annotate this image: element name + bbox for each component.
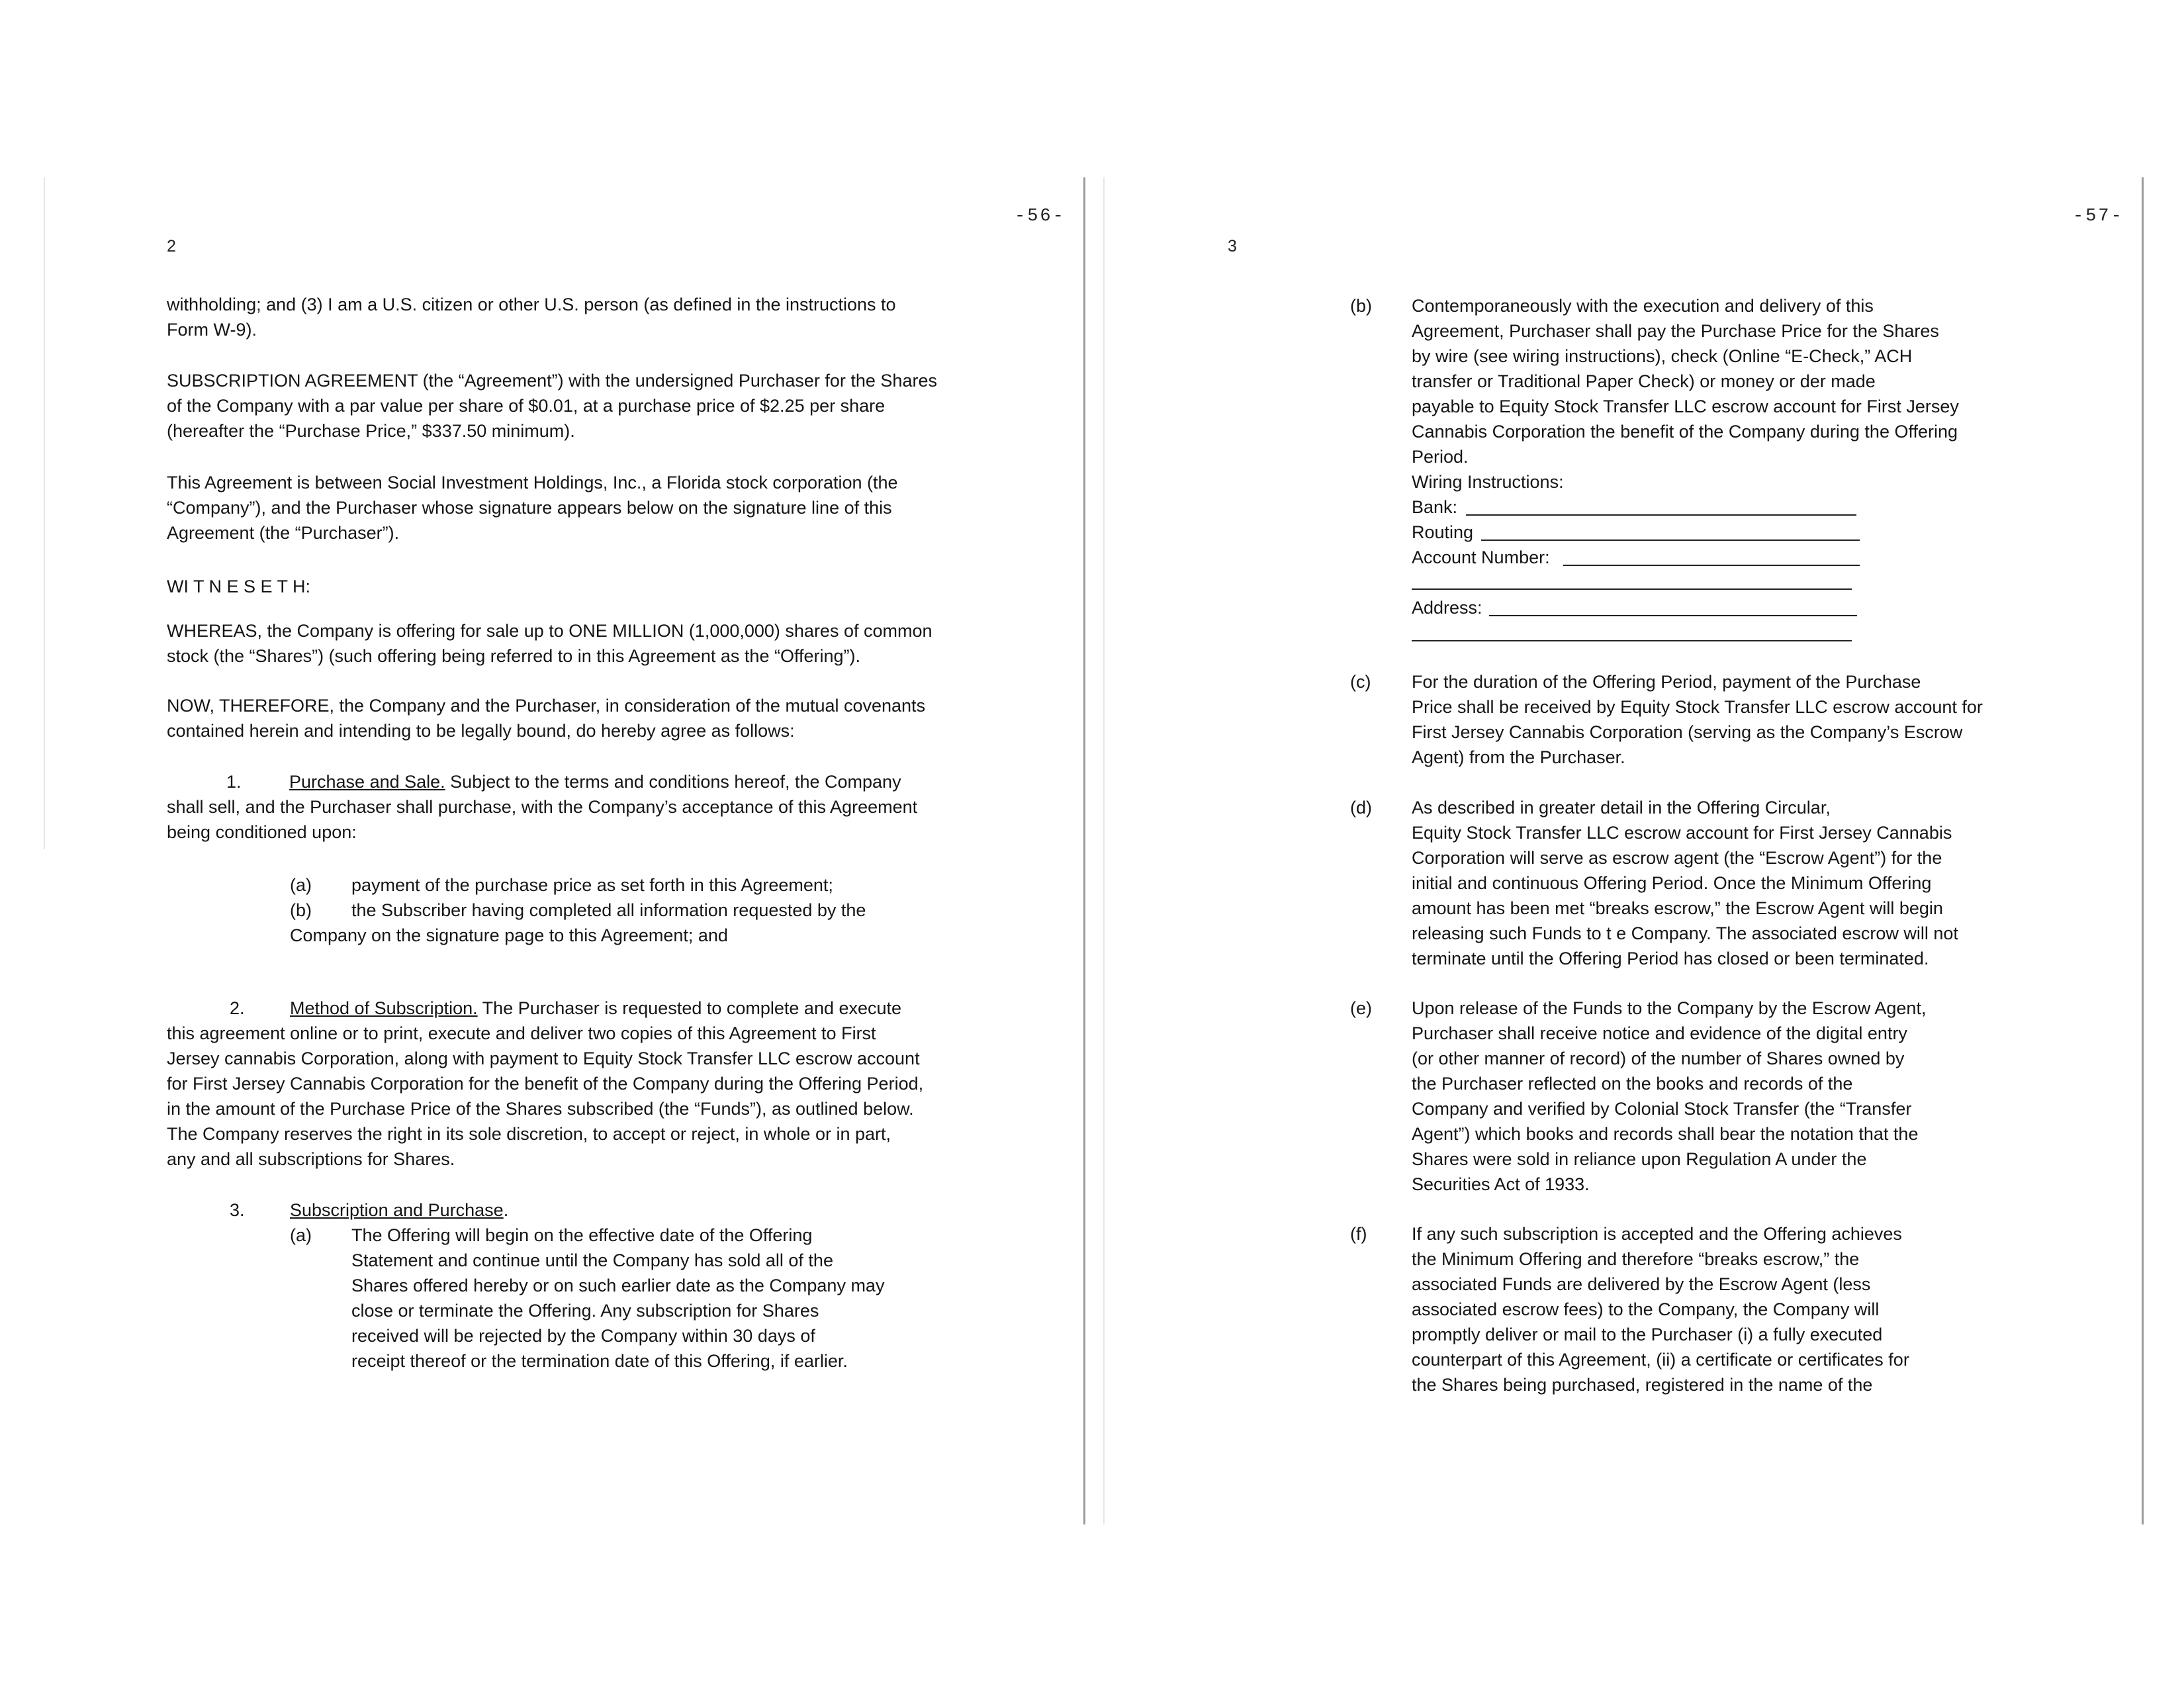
section-heading-line: [289, 770, 901, 795]
text-line: Agent) from the Purchaser.: [1412, 747, 1625, 767]
witnesseth-heading: WI T N E S E T H:: [167, 577, 311, 596]
text-line: Agreement, Purchaser shall pay the Purchase Price for the Shares: [1412, 321, 1939, 341]
text-line: close or terminate the Offering. Any subscription for Shares: [351, 1301, 819, 1321]
text-line: .: [503, 1200, 509, 1220]
text-line: Upon release of the Funds to the Company by the Escrow Agent,: [1412, 998, 1927, 1018]
list-label: (e): [1350, 998, 1372, 1018]
text-line: The Offering will begin on the effective date of the Offering: [351, 1225, 813, 1245]
text-line: (hereafter the “Purchase Price,” $337.50 minimum).: [167, 421, 575, 441]
text-line: for First Jersey Cannabis Corporation for the benefit of the Company during the Offering Period,: [167, 1074, 924, 1094]
text-line: Shares offered hereby or on such earlier date as the Company may: [351, 1276, 885, 1295]
text-line: Statement and continue until the Company has sold all of the: [351, 1250, 833, 1270]
text-line: payable to Equity Stock Transfer LLC escrow account for First Jersey: [1412, 397, 1959, 416]
list-label: (c): [1350, 672, 1371, 692]
text-line: Contemporaneously with the execution and delivery of this: [1412, 296, 1874, 316]
text-line: Equity Stock Transfer LLC escrow account for First Jersey Cannabis: [1412, 823, 1952, 843]
text-line: If any such subscription is accepted and the Offering achieves: [1412, 1224, 1902, 1244]
text-line: terminate until the Offering Period has closed or been terminated.: [1412, 949, 1929, 968]
text-line: this agreement online or to print, execute and deliver two copies of this Agreement to First: [167, 1023, 876, 1043]
section-heading: Method of Subscription.: [290, 998, 478, 1018]
text-line: withholding; and (3) I am a U.S. citizen or other U.S. person (as defined in the instructions to: [167, 295, 896, 314]
text-line: shall sell, and the Purchaser shall purchase, with the Company’s acceptance of this Agreement: [167, 797, 918, 817]
text-line: For the duration of the Offering Period, payment of the Purchase: [1412, 672, 1921, 692]
wiring-instructions-title: Wiring Instructions:: [1412, 472, 1564, 492]
routing-label: Routing: [1412, 522, 1474, 542]
text-line: First Jersey Cannabis Corporation (serving as the Company’s Escrow: [1412, 722, 1963, 742]
section-number: 3.: [230, 1200, 245, 1220]
text-line: received will be rejected by the Company within 30 days of: [351, 1326, 815, 1346]
text-line: the Minimum Offering and therefore “breaks escrow,” the: [1412, 1249, 1860, 1269]
text-line: Corporation will serve as escrow agent (the “Escrow Agent”) for the: [1412, 848, 1942, 868]
text-line: Price shall be received by Equity Stock Transfer LLC escrow account for: [1412, 697, 1983, 717]
text-line: NOW, THEREFORE, the Company and the Purchaser, in consideration of the mutual covenants: [167, 696, 926, 716]
bank-label: Bank:: [1412, 497, 1458, 517]
text-line: WHEREAS, the Company is offering for sale up to ONE MILLION (1,000,000) shares of common: [167, 621, 933, 641]
text-line: (or other manner of record) of the number of Shares owned by: [1412, 1049, 1905, 1068]
address-blank-line: [1489, 615, 1857, 616]
text-line: Agent”) which books and records shall bear the notation that the: [1412, 1124, 1919, 1144]
page-divider: [1083, 177, 1085, 1524]
text-line: of the Company with a par value per share of $0.01, at a purchase price of $2.25 per share: [167, 396, 886, 416]
extra-blank-line: [1412, 588, 1852, 590]
section-heading-line: [290, 1198, 508, 1223]
text-line: Agreement (the “Purchaser”).: [167, 523, 400, 543]
routing-blank-line: [1481, 539, 1860, 541]
page-edge: [2142, 177, 2144, 1524]
list-item: the Subscriber having completed all information requested by the: [351, 900, 866, 920]
text-line: in the amount of the Purchase Price of the Shares subscribed (the “Funds”), as outlined below.: [167, 1099, 914, 1119]
scan-page-number: -57-: [2073, 207, 2124, 226]
page-edge: [44, 177, 45, 849]
text-line: stock (the “Shares”) (such offering being referred to in this Agreement as the “Offering”).: [167, 646, 860, 666]
address-blank-line: [1412, 640, 1852, 641]
scan-page-number: -56-: [1015, 207, 1066, 226]
text-line: The Purchaser is requested to complete and execute: [477, 998, 902, 1018]
address-label: Address:: [1412, 598, 1482, 618]
list-label: (a): [290, 875, 312, 895]
text-line: initial and continuous Offering Period. Once the Minimum Offering: [1412, 873, 1932, 893]
text-line: receipt thereof or the termination date of this Offering, if earlier.: [351, 1351, 848, 1371]
text-line: Purchaser shall receive notice and evidence of the digital entry: [1412, 1023, 1907, 1043]
text-line: The Company reserves the right in its sole discretion, to accept or reject, in whole or in part,: [167, 1124, 891, 1144]
text-line: Subject to the terms and conditions hereof, the Company: [445, 772, 901, 792]
list-label: (b): [1350, 296, 1372, 316]
text-line: As described in greater detail in the Offering Circular,: [1412, 798, 1831, 818]
section-heading: Purchase and Sale.: [289, 772, 445, 792]
account-number-label: Account Number:: [1412, 547, 1550, 567]
bank-blank-line: [1466, 514, 1856, 516]
text-line: contained herein and intending to be legally bound, do hereby agree as follows:: [167, 721, 795, 741]
text-line: Company and verified by Colonial Stock Transfer (the “Transfer: [1412, 1099, 1912, 1119]
text-line: associated Funds are delivered by the Escrow Agent (less: [1412, 1274, 1871, 1294]
list-item: Company on the signature page to this Agreement; and: [290, 925, 728, 945]
text-line: the Shares being purchased, registered in the name of the: [1412, 1375, 1873, 1395]
text-line: by wire (see wiring instructions), check (Online “E-Check,” ACH: [1412, 346, 1913, 366]
account-number-blank-line: [1563, 565, 1860, 566]
text-line: any and all subscriptions for Shares.: [167, 1149, 455, 1169]
text-line: promptly deliver or mail to the Purchaser (i) a fully executed: [1412, 1325, 1883, 1344]
section-number: 1.: [226, 772, 242, 792]
list-label: (f): [1350, 1224, 1367, 1244]
page-edge: [1103, 177, 1105, 1524]
text-line: Jersey cannabis Corporation, along with payment to Equity Stock Transfer LLC escrow account: [167, 1049, 920, 1068]
list-label: (b): [290, 900, 312, 920]
text-line: counterpart of this Agreement, (ii) a certificate or certificates for: [1412, 1350, 1909, 1370]
list-label: (a): [290, 1225, 312, 1245]
text-line: “Company”), and the Purchaser whose signature appears below on the signature line of this: [167, 498, 892, 518]
section-heading-line: [290, 996, 901, 1021]
page-number: 2: [167, 237, 176, 256]
text-line: SUBSCRIPTION AGREEMENT (the “Agreement”) with the undersigned Purchaser for the Shares: [167, 371, 937, 391]
text-line: Cannabis Corporation the benefit of the Company during the Offering: [1412, 422, 1958, 442]
section-heading: Subscription and Purchase: [290, 1200, 504, 1220]
text-line: amount has been met “breaks escrow,” the Escrow Agent will begin: [1412, 898, 1943, 918]
text-line: associated escrow fees) to the Company, the Company will: [1412, 1299, 1880, 1319]
text-line: releasing such Funds to t e Company. The associated escrow will not: [1412, 923, 1958, 943]
text-line: transfer or Traditional Paper Check) or money or der made: [1412, 371, 1876, 391]
page-number: 3: [1228, 237, 1237, 256]
text-line: This Agreement is between Social Investment Holdings, Inc., a Florida stock corporation (the: [167, 473, 898, 492]
text-line: Period.: [1412, 447, 1469, 467]
list-item: payment of the purchase price as set forth in this Agreement;: [351, 875, 833, 895]
text-line: Form W-9).: [167, 320, 257, 340]
list-label: (d): [1350, 798, 1372, 818]
text-line: the Purchaser reflected on the books and records of the: [1412, 1074, 1853, 1094]
text-line: being conditioned upon:: [167, 822, 357, 842]
text-line: Shares were sold in reliance upon Regulation A under the: [1412, 1149, 1867, 1169]
text-line: Securities Act of 1933.: [1412, 1174, 1590, 1194]
section-number: 2.: [230, 998, 245, 1018]
